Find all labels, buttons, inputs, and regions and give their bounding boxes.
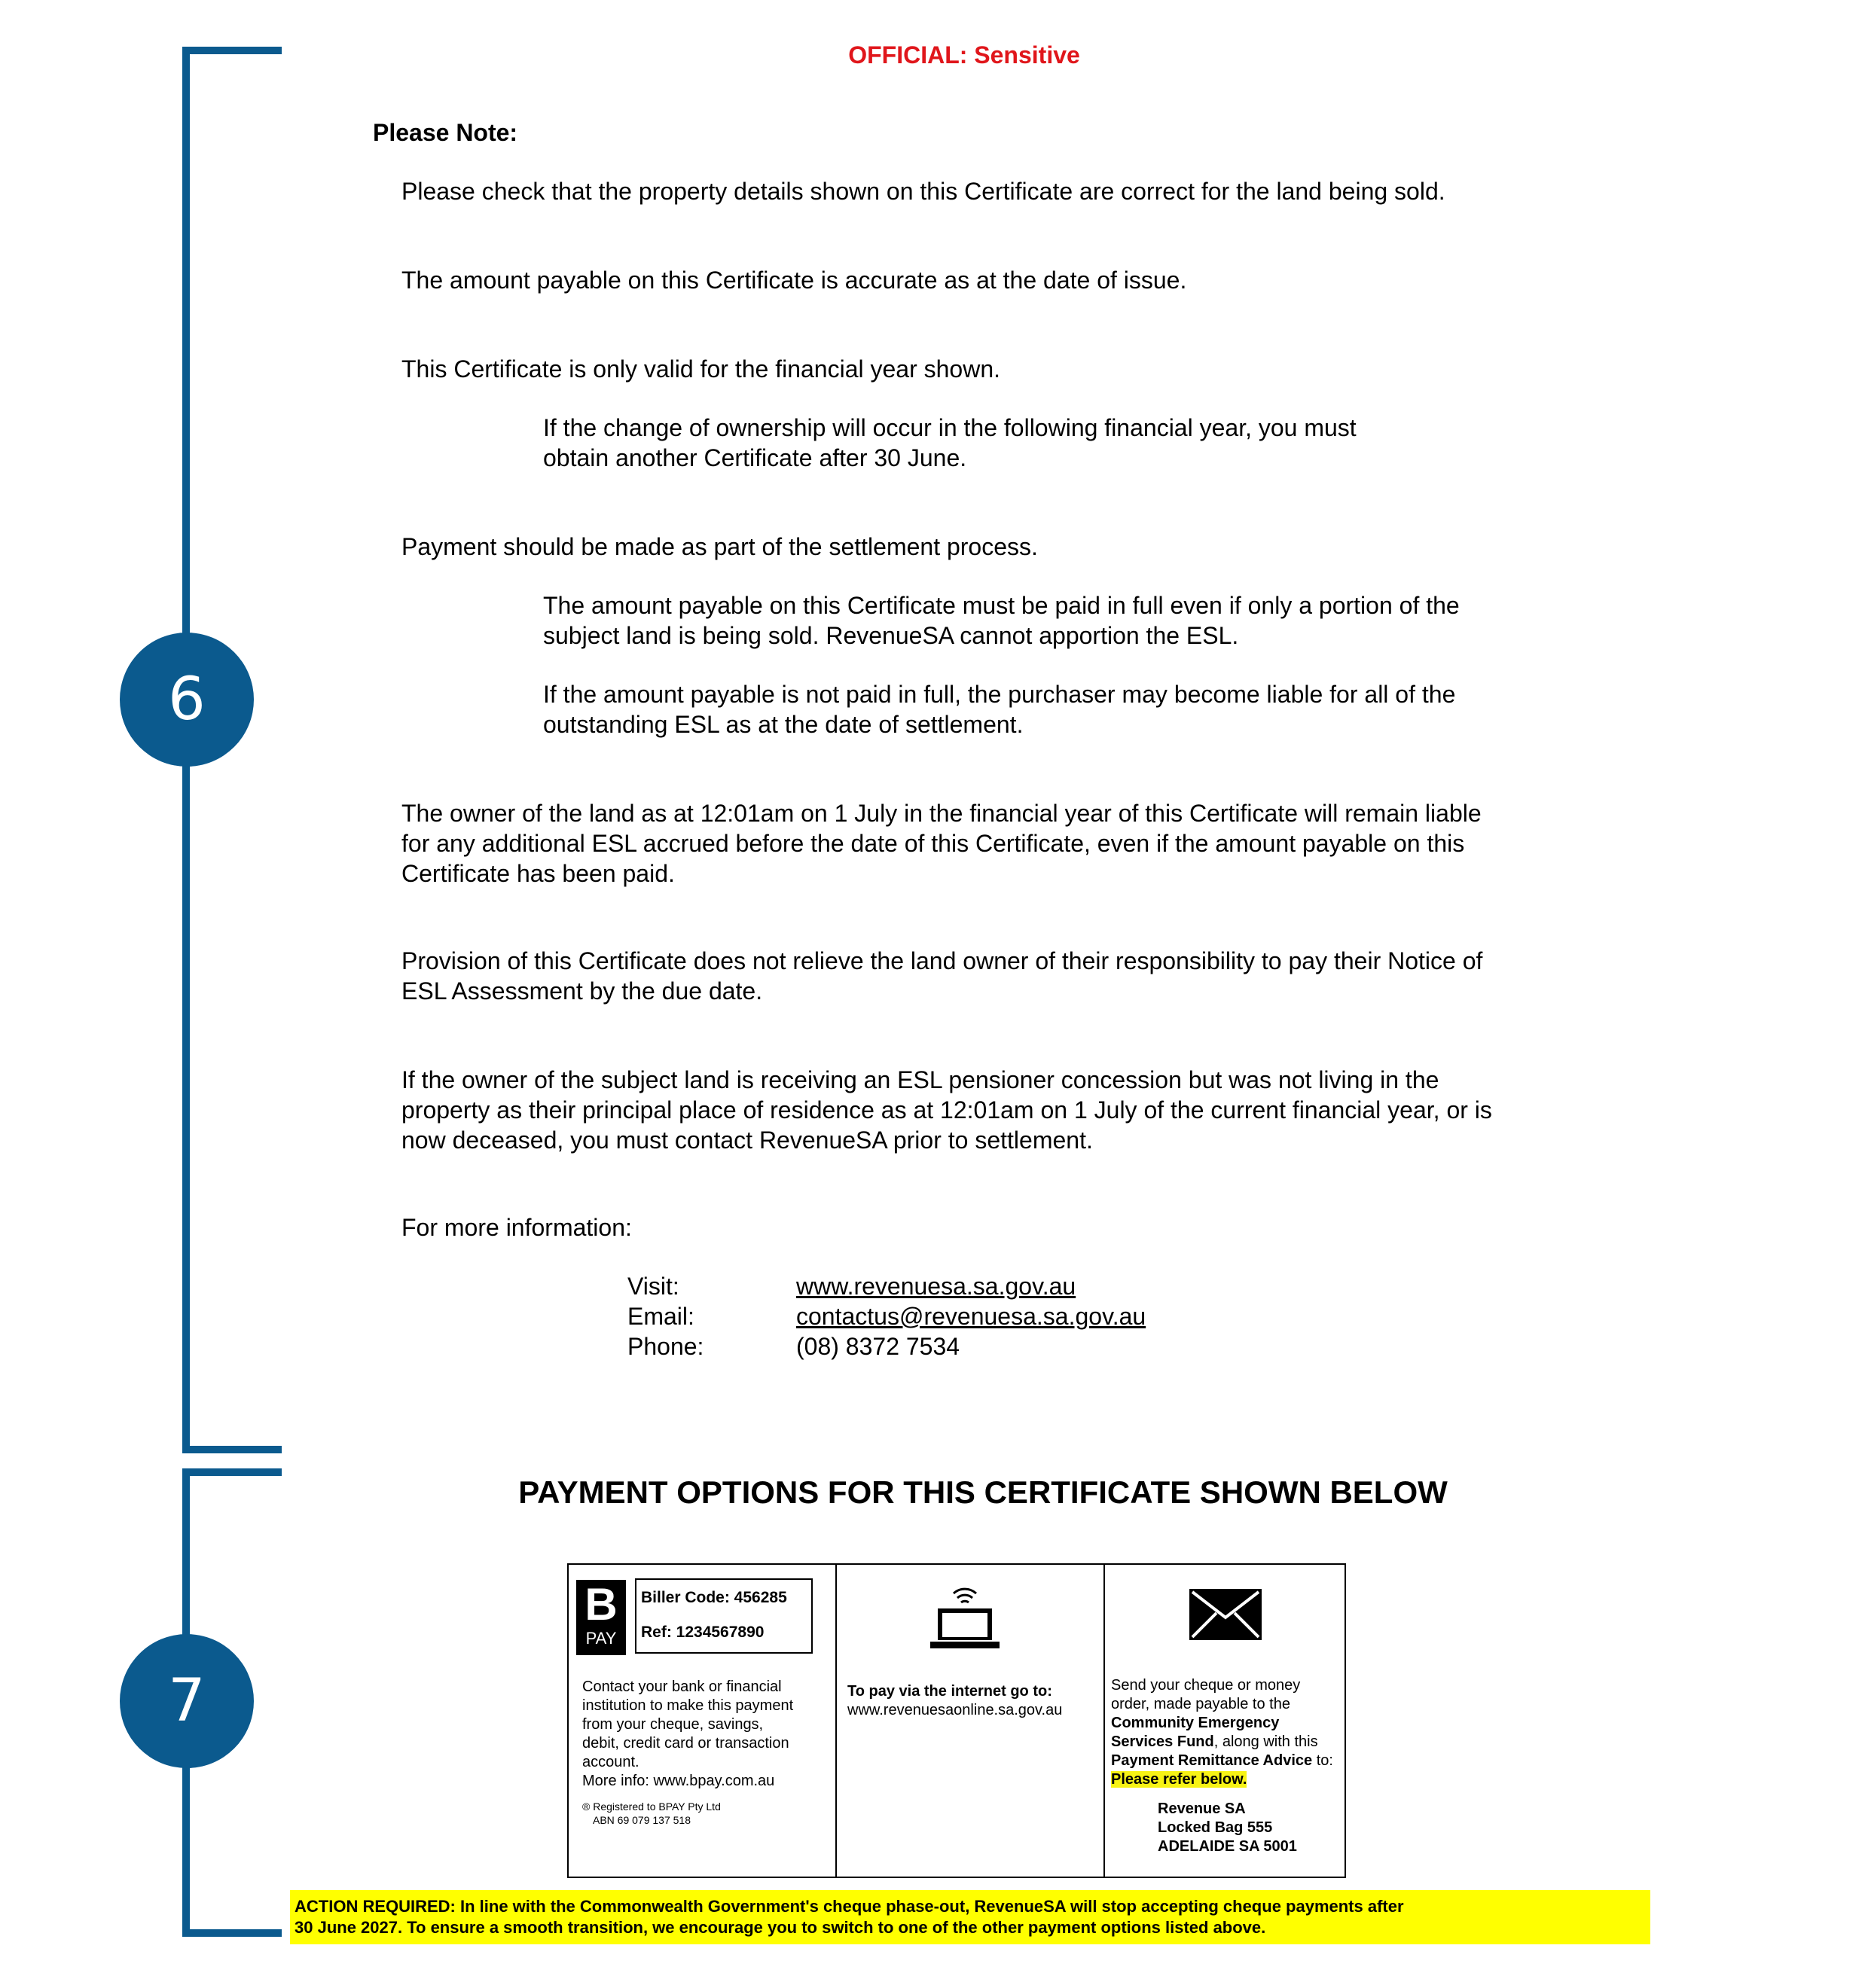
mail-fund-name: Community Emergency <box>1111 1715 1280 1731</box>
note-paragraph-4b-line-1: If the amount payable is not paid in full, the purchaser may become liable for all of the <box>543 681 1456 708</box>
section-6-bracket-bottom <box>182 1446 282 1453</box>
envelope-icon <box>1188 1587 1263 1642</box>
bpay-instruction-line: from your cheque, savings, <box>582 1716 764 1733</box>
note-paragraph-3a <box>543 413 1598 473</box>
visit-label: Visit: <box>627 1273 679 1300</box>
mail-address-line: Locked Bag 555 <box>1158 1819 1273 1836</box>
visit-link[interactable]: www.revenuesa.sa.gov.au <box>796 1273 1076 1300</box>
mail-advice-suffix: to: <box>1312 1752 1333 1769</box>
bpay-logo-icon <box>576 1580 626 1655</box>
action-required-line-2: 30 June 2027. To ensure a smooth transition, we encourage you to switch to one of the other payment options listed above. <box>295 1918 1266 1937</box>
step-7-badge <box>120 1634 254 1768</box>
email-label: Email: <box>627 1303 694 1330</box>
bpay-instructions <box>582 1678 831 1791</box>
payment-options-title: PAYMENT OPTIONS FOR THIS CERTIFICATE SHOWN BELOW <box>518 1474 1448 1510</box>
mail-address <box>1158 1800 1297 1856</box>
bpay-registered-note: ® Registered to BPAY Pty Ltd <box>582 1800 721 1813</box>
mail-address-line: Revenue SA <box>1158 1800 1246 1817</box>
section-7-bracket-bottom <box>182 1929 282 1937</box>
bpay-logo-letter: B <box>585 1579 618 1630</box>
more-info-label: For more information: <box>401 1214 632 1241</box>
note-paragraph-7-line-3: now deceased, you must contact RevenueSA prior to settlement. <box>401 1127 1093 1154</box>
contact-block <box>627 1271 1305 1361</box>
bpay-instruction-line: debit, credit card or transaction <box>582 1735 789 1752</box>
mail-column <box>1105 1565 1345 1877</box>
bpay-biller-box <box>635 1578 813 1654</box>
mail-fund-name-end: Services Fund <box>1111 1733 1214 1750</box>
note-paragraph-5-line-2: for any additional ESL accrued before the date of this Certificate, even if the amount payable on this <box>401 830 1465 857</box>
action-required-banner <box>290 1890 1650 1944</box>
mail-instruction-line: Send your cheque or money <box>1111 1677 1301 1694</box>
bpay-instruction-line: institution to make this payment <box>582 1697 794 1714</box>
bpay-column <box>569 1565 837 1877</box>
internet-heading: To pay via the internet go to: <box>847 1683 1052 1700</box>
mail-refer-below: Please refer below. <box>1111 1771 1247 1788</box>
mail-instruction-line: order, made payable to the <box>1111 1696 1290 1712</box>
note-paragraph-4a <box>543 590 1598 651</box>
mail-address-line: ADELAIDE SA 5001 <box>1158 1838 1297 1855</box>
mail-fund-line <box>1111 1733 1345 1752</box>
note-paragraph-3: This Certificate is only valid for the financial year shown. <box>401 355 1001 383</box>
phone-label: Phone: <box>627 1333 704 1360</box>
internet-url: www.revenuesaonline.sa.gov.au <box>847 1702 1063 1718</box>
step-6-number: 6 <box>168 666 206 733</box>
note-paragraph-6-line-2: ESL Assessment by the due date. <box>401 977 763 1005</box>
note-paragraph-6 <box>401 946 1607 1006</box>
action-required-line-1: ACTION REQUIRED: In line with the Commonwealth Government's cheque phase-out, RevenueSA will stop accepting cheque payments after <box>295 1897 1404 1916</box>
step-7-number: 7 <box>168 1667 206 1735</box>
note-paragraph-7-line-2: property as their principal place of residence as at 12:01am on 1 July of the current financial year, or is <box>401 1096 1492 1124</box>
note-paragraph-4a-line-1: The amount payable on this Certificate must be paid in full even if only a portion of the <box>543 592 1460 619</box>
note-paragraph-5-line-1: The owner of the land as at 12:01am on 1 July in the financial year of this Certificate will remain liable <box>401 800 1482 827</box>
bpay-reference: Ref: 1234567890 <box>641 1624 765 1641</box>
bpay-abn: ABN 69 079 137 518 <box>593 1814 691 1826</box>
mail-fund-suffix: , along with this <box>1213 1733 1318 1750</box>
internet-column <box>837 1565 1105 1877</box>
note-paragraph-4: Payment should be made as part of the settlement process. <box>401 533 1038 560</box>
note-paragraph-4b <box>543 679 1598 739</box>
step-6-badge <box>120 633 254 767</box>
note-paragraph-5-line-3: Certificate has been paid. <box>401 860 675 887</box>
note-paragraph-2: The amount payable on this Certificate is accurate as at the date of issue. <box>401 267 1187 294</box>
note-paragraph-7 <box>401 1065 1607 1155</box>
bpay-more-info: More info: www.bpay.com.au <box>582 1773 775 1789</box>
phone-number: (08) 8372 7534 <box>796 1333 960 1360</box>
mail-advice-line <box>1111 1752 1345 1770</box>
bpay-instruction-line: Contact your bank or financial <box>582 1679 782 1695</box>
email-link[interactable]: contactus@revenuesa.sa.gov.au <box>796 1303 1146 1330</box>
payment-options-box <box>567 1563 1346 1878</box>
note-paragraph-5 <box>401 798 1607 889</box>
bpay-logo-text: PAY <box>585 1629 617 1648</box>
note-paragraph-4a-line-2: subject land is being sold. RevenueSA cannot apportion the ESL. <box>543 622 1239 649</box>
note-paragraph-1: Please check that the property details shown on this Certificate are correct for the land being sold. <box>401 178 1445 205</box>
bpay-biller-code: Biller Code: 456285 <box>641 1589 787 1606</box>
note-paragraph-7-line-1: If the owner of the subject land is receiving an ESL pensioner concession but was not living in the <box>401 1066 1439 1093</box>
note-paragraph-3a-line-1: If the change of ownership will occur in the following financial year, you must <box>543 414 1357 441</box>
please-note-heading: Please Note: <box>373 119 518 146</box>
classification-label: OFFICIAL: Sensitive <box>848 41 1080 69</box>
mail-advice-name: Payment Remittance Advice <box>1111 1752 1313 1769</box>
note-paragraph-3a-line-2: obtain another Certificate after 30 June. <box>543 444 967 471</box>
laptop-wifi-icon <box>927 1578 1003 1654</box>
mail-instructions <box>1111 1676 1345 1789</box>
note-paragraph-6-line-1: Provision of this Certificate does not relieve the land owner of their responsibility to pay their Notice of <box>401 947 1483 974</box>
note-paragraph-4b-line-2: outstanding ESL as at the date of settlement. <box>543 711 1024 738</box>
bpay-instruction-line: account. <box>582 1754 639 1770</box>
